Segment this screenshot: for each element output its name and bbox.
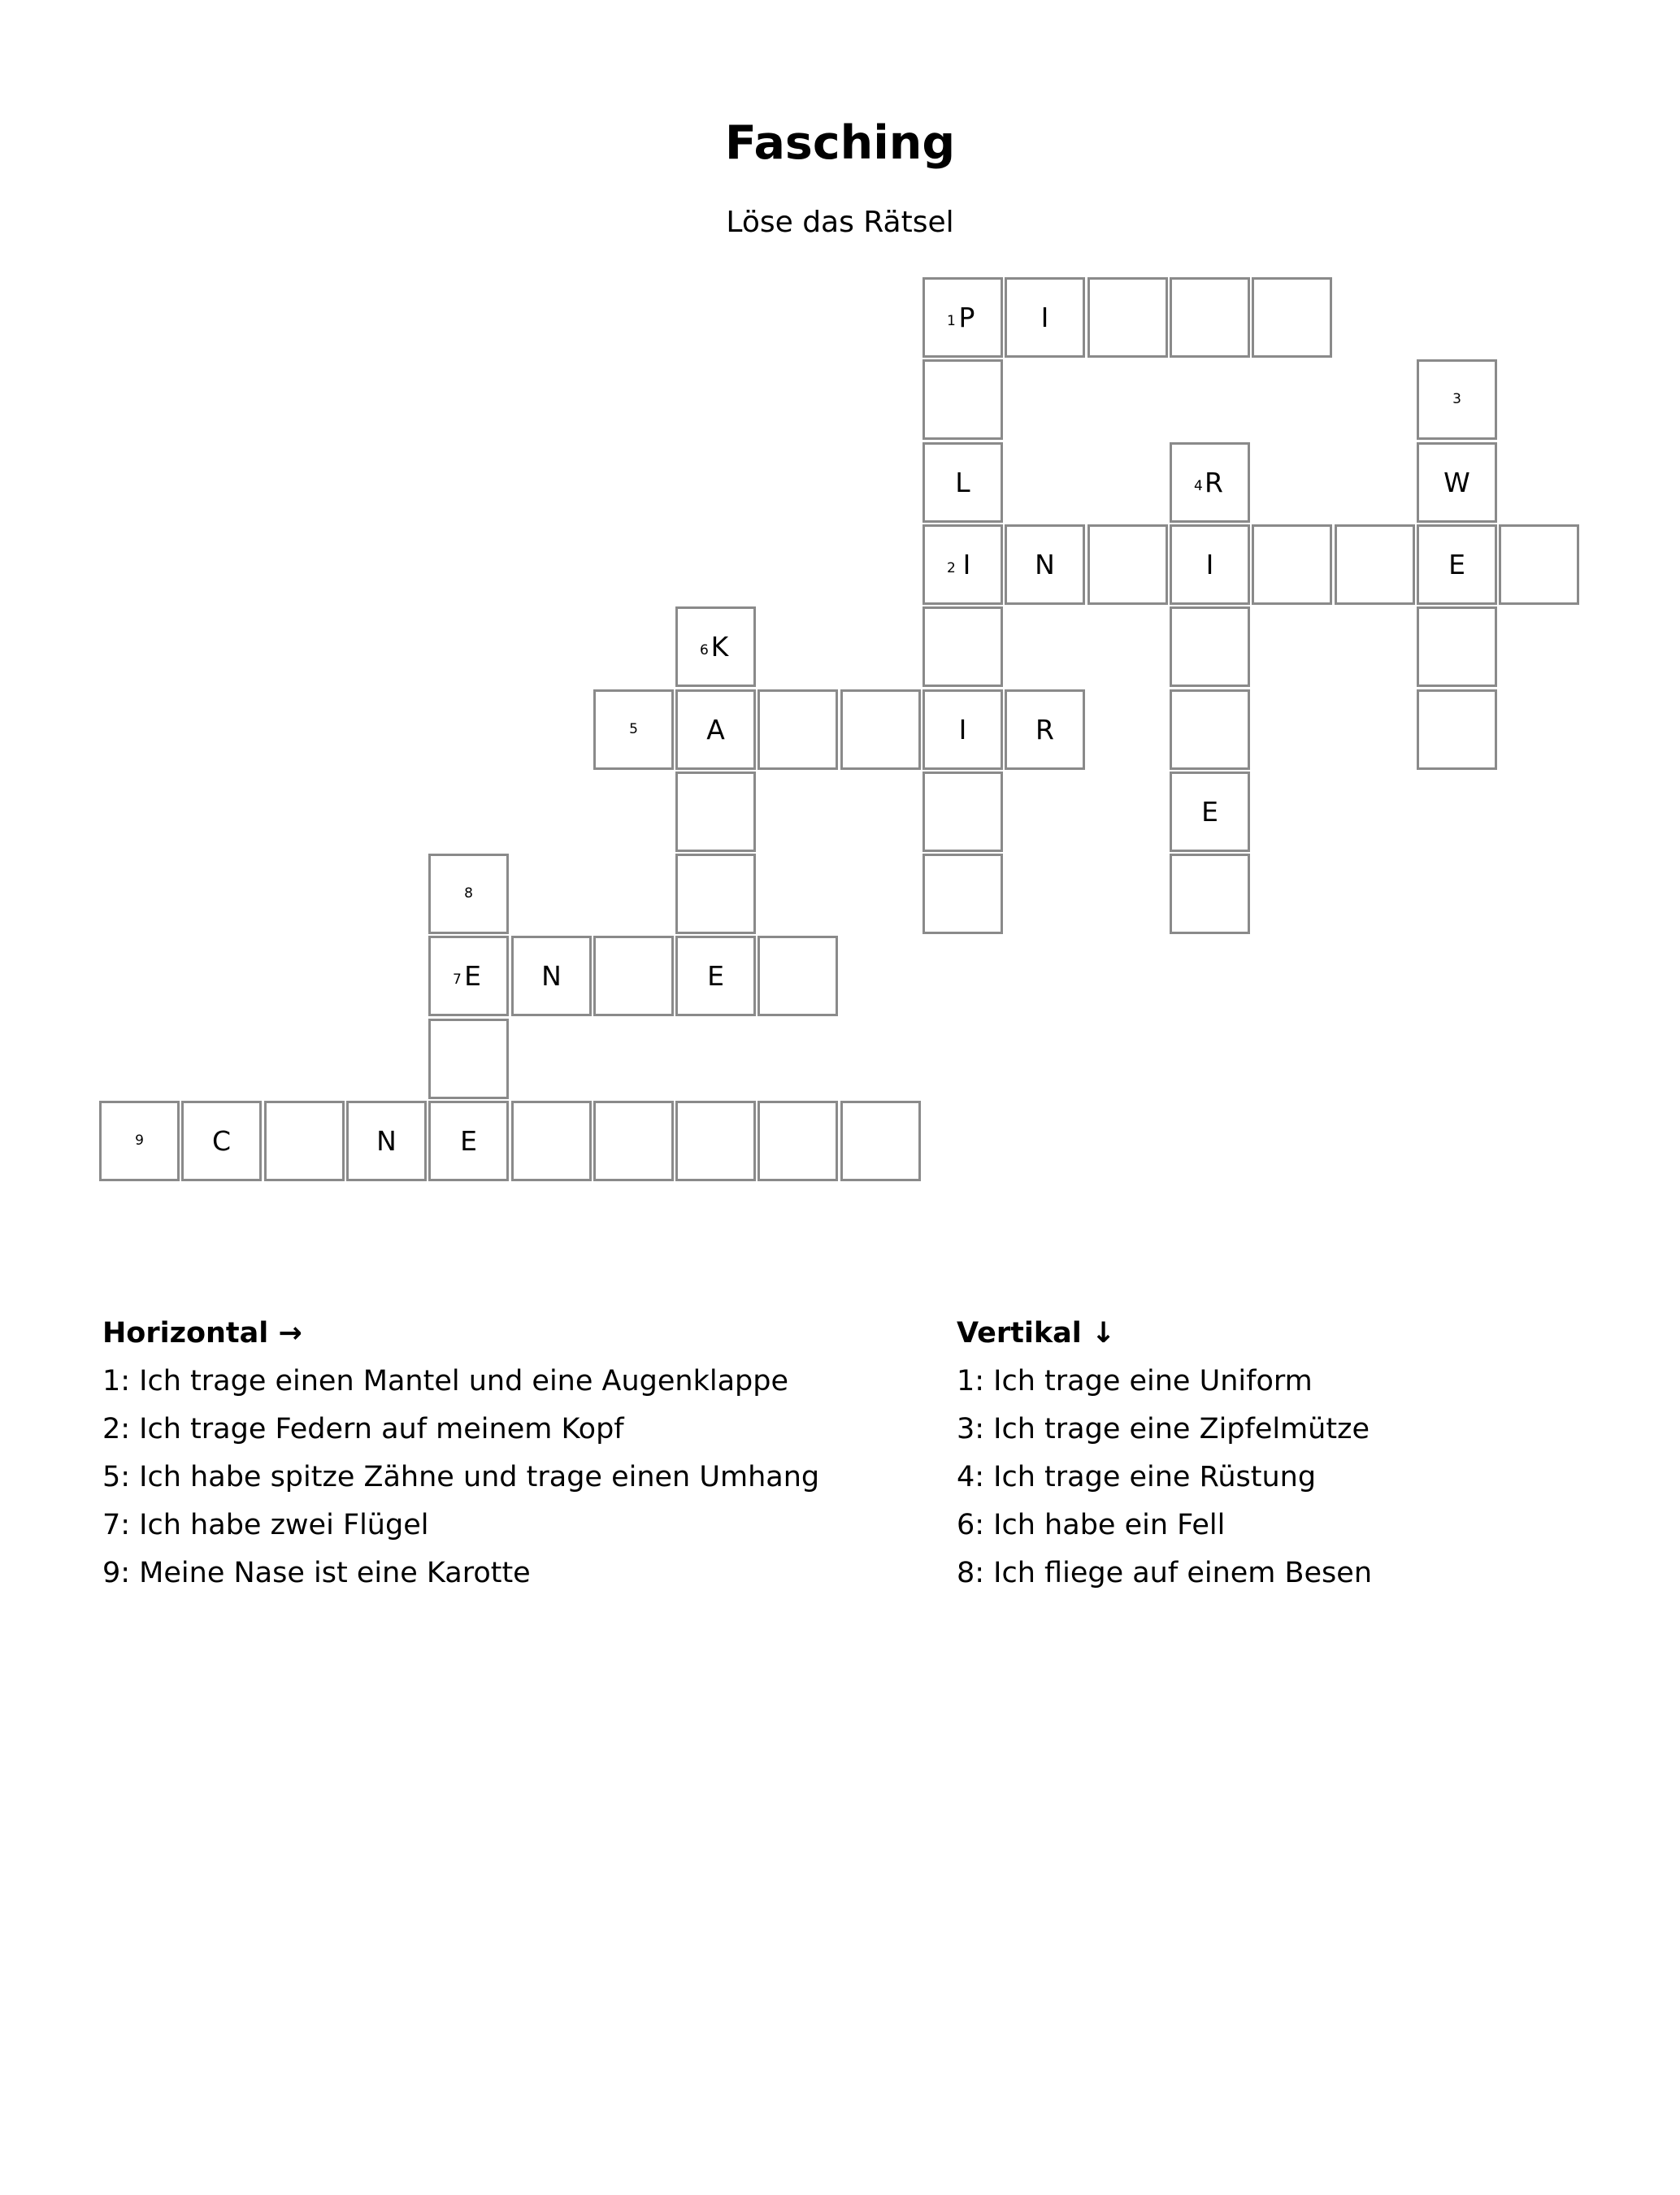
cell-letter: E: [707, 960, 724, 992]
crossword-cell[interactable]: [758, 689, 838, 770]
cell-letter: R: [1205, 467, 1223, 498]
crossword-cell[interactable]: [593, 936, 674, 1016]
clue-number: 1: [947, 313, 956, 329]
clue-item: 9: Meine Nase ist eine Karotte: [102, 1557, 531, 1589]
crossword-cell[interactable]: [840, 689, 921, 770]
crossword-cell[interactable]: [1417, 606, 1497, 687]
crossword-cell[interactable]: [1170, 442, 1250, 523]
crossword-cell[interactable]: [428, 1019, 509, 1099]
crossword-cell[interactable]: [922, 277, 1003, 358]
crossword-cell[interactable]: [1005, 277, 1085, 358]
cell-letter: R: [1035, 714, 1054, 745]
clue-number: 6: [700, 642, 709, 658]
crossword-cell[interactable]: [1005, 689, 1085, 770]
clues-horizontal: [102, 1310, 819, 1597]
cell-letter: E: [1448, 549, 1465, 580]
cell-letter: I: [962, 549, 971, 580]
cell-letter: A: [706, 714, 725, 745]
cell-letter: N: [1035, 549, 1055, 580]
crossword-cell[interactable]: [1417, 524, 1497, 605]
crossword-cell[interactable]: [922, 359, 1003, 440]
clue-number: 2: [947, 560, 956, 576]
cell-letter: E: [1201, 796, 1218, 828]
crossword-cell[interactable]: [511, 936, 592, 1016]
crossword-cell[interactable]: [428, 854, 509, 934]
crossword-cell[interactable]: [1417, 442, 1497, 523]
crossword-cell[interactable]: [1005, 524, 1085, 605]
crossword-cell[interactable]: [1417, 689, 1497, 770]
crossword-cell[interactable]: [922, 772, 1003, 852]
cell-letter: W: [1443, 467, 1470, 498]
cell-letter: E: [464, 960, 481, 992]
crossword-cell[interactable]: [1087, 524, 1168, 605]
crossword-cell[interactable]: [922, 524, 1003, 605]
crossword-cell[interactable]: [428, 936, 509, 1016]
clue-number: 4: [1194, 478, 1203, 494]
crossword-cell[interactable]: [675, 1101, 756, 1181]
cell-letter: P: [958, 302, 975, 333]
clue-item: 7: Ich habe zwei Flügel: [102, 1509, 429, 1541]
crossword-cell[interactable]: [1417, 359, 1497, 440]
crossword-cell[interactable]: [1170, 772, 1250, 852]
cell-letter: I: [1205, 549, 1214, 580]
crossword-cell[interactable]: [675, 689, 756, 770]
clue-item: 4: Ich trage eine Rüstung: [957, 1461, 1317, 1493]
crossword-cell[interactable]: [1335, 524, 1415, 605]
clue-item: 3: Ich trage eine Zipfelmütze: [957, 1413, 1370, 1445]
crossword-cell[interactable]: [840, 1101, 921, 1181]
clue-item: 8: Ich fliege auf einem Besen: [957, 1557, 1373, 1589]
crossword-cell[interactable]: [675, 772, 756, 852]
cell-letter: N: [541, 960, 562, 992]
clue-item: 5: Ich habe spitze Zähne und trage einen Umhang: [102, 1461, 820, 1493]
crossword-cell[interactable]: [922, 606, 1003, 687]
cell-letter: K: [710, 631, 729, 663]
clue-number: 9: [135, 1132, 144, 1149]
crossword-cell[interactable]: [1170, 606, 1250, 687]
page-title: Fasching: [724, 116, 956, 170]
clue-number: 5: [629, 721, 638, 737]
crossword-cell[interactable]: [675, 854, 756, 934]
clue-number: 7: [453, 971, 462, 988]
crossword-cell[interactable]: [593, 689, 674, 770]
cell-letter: I: [1040, 302, 1049, 333]
crossword-cell[interactable]: [758, 936, 838, 1016]
crossword-cell[interactable]: [1499, 524, 1579, 605]
cell-letter: L: [955, 467, 970, 498]
crossword-cell[interactable]: [675, 606, 756, 687]
clues-horizontal-heading: Horizontal →: [102, 1317, 302, 1350]
clue-number: 8: [464, 885, 473, 902]
cell-letter: C: [211, 1125, 232, 1157]
crossword-cell[interactable]: [922, 854, 1003, 934]
crossword-cell[interactable]: [922, 689, 1003, 770]
crossword-cell[interactable]: [593, 1101, 674, 1181]
clue-item: 1: Ich trage eine Uniform: [957, 1365, 1313, 1397]
clues-vertical-heading: Vertikal ↓: [957, 1317, 1116, 1350]
cell-letter: N: [376, 1125, 397, 1157]
crossword-cell[interactable]: [1170, 854, 1250, 934]
crossword-cell[interactable]: [758, 1101, 838, 1181]
crossword-cell[interactable]: [428, 1101, 509, 1181]
crossword-cell[interactable]: [1252, 277, 1332, 358]
crossword-cell[interactable]: [1170, 689, 1250, 770]
clue-item: 1: Ich trage einen Mantel und eine Augenklappe: [102, 1365, 788, 1397]
crossword-cell[interactable]: [1170, 277, 1250, 358]
clue-item: 6: Ich habe ein Fell: [957, 1509, 1226, 1541]
clue-number: 3: [1452, 391, 1461, 407]
crossword-cell[interactable]: [675, 936, 756, 1016]
clues-vertical: [957, 1310, 1372, 1597]
cell-letter: I: [958, 714, 967, 745]
crossword-cell[interactable]: [346, 1101, 427, 1181]
crossword-cell[interactable]: [99, 1101, 180, 1181]
crossword-cell[interactable]: [181, 1101, 262, 1181]
crossword-cell[interactable]: [1252, 524, 1332, 605]
cell-letter: E: [460, 1125, 477, 1157]
crossword-cell[interactable]: [1087, 277, 1168, 358]
page-subtitle: Löse das Rätsel: [726, 206, 954, 239]
crossword-cell[interactable]: [1170, 524, 1250, 605]
clue-item: 2: Ich trage Federn auf meinem Kopf: [102, 1413, 624, 1445]
crossword-cell[interactable]: [511, 1101, 592, 1181]
crossword-cell[interactable]: [264, 1101, 345, 1181]
crossword-cell[interactable]: [922, 442, 1003, 523]
